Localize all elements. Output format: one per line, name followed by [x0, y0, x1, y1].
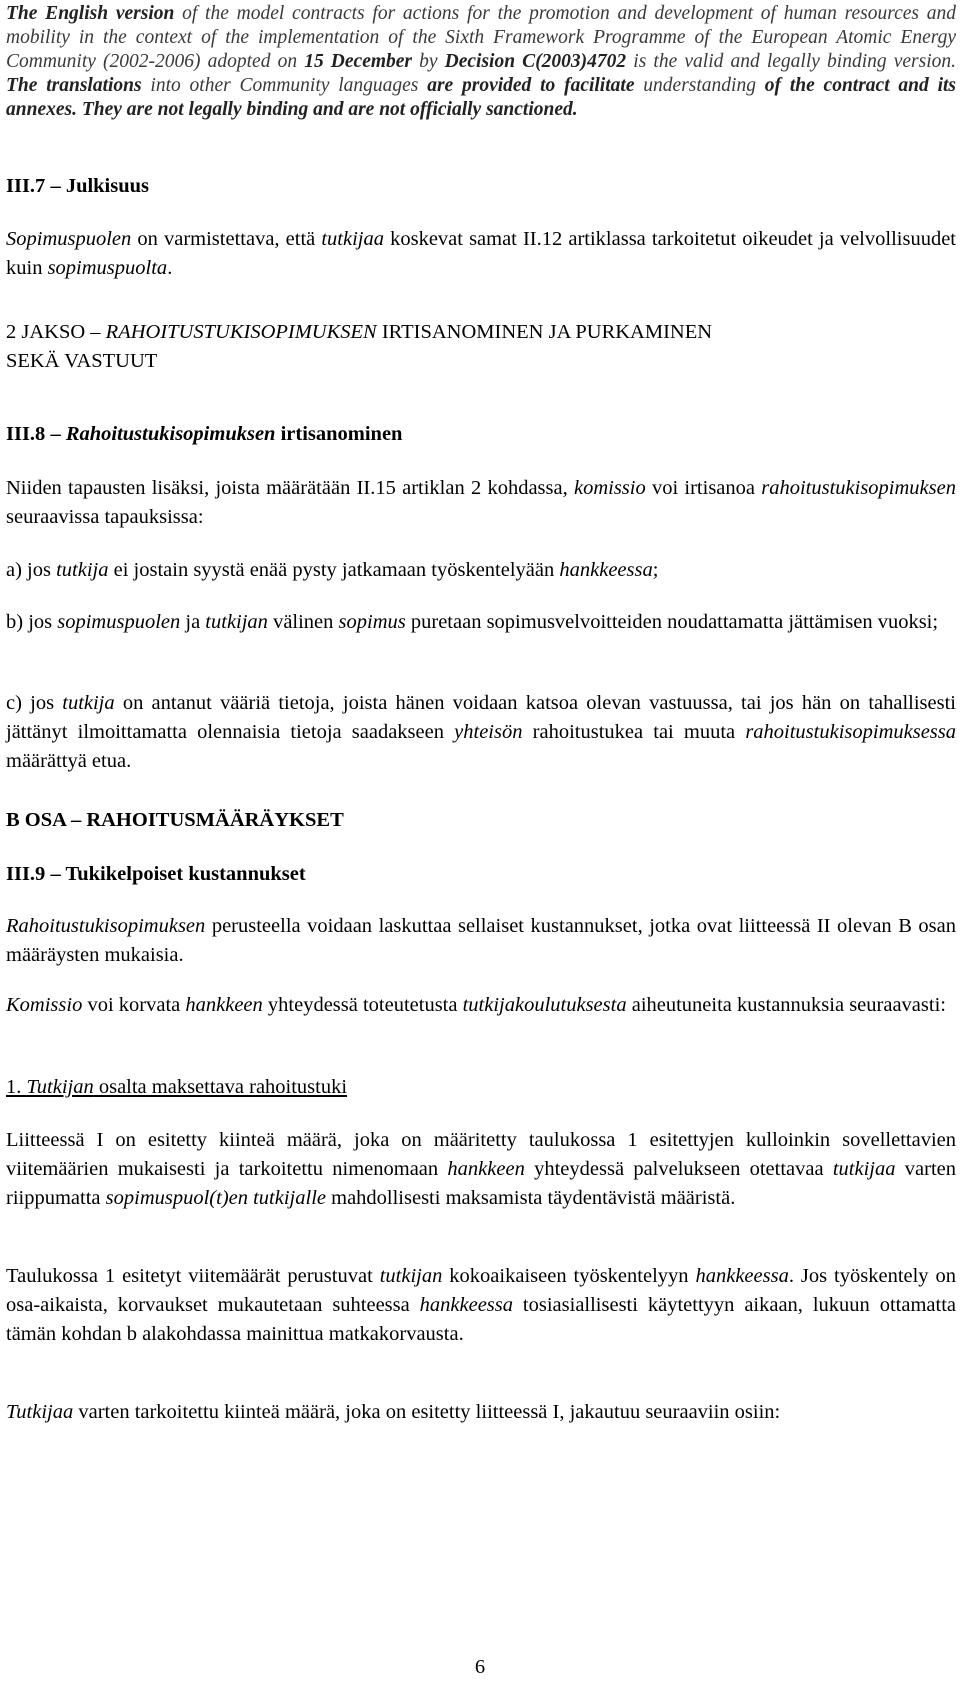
- term: Sopimuspuolen: [6, 228, 132, 250]
- term: hankkeessa: [419, 1294, 514, 1316]
- text: ja: [180, 611, 206, 633]
- text: IRTISANOMINEN JA PURKAMINEN SEKÄ VASTUUT: [6, 321, 713, 372]
- text: perusteella voidaan laskuttaa sellaiset kustannukset, jotka ovat liitteessä II olevan B osan määräysten mukaisia.: [6, 915, 956, 966]
- paragraph-sub1-c: [6, 1398, 956, 1427]
- paragraph-iii8: [6, 474, 956, 532]
- section-number: III.9: [6, 863, 46, 885]
- term: tutkijakoulutuksesta: [462, 994, 627, 1016]
- text: Taulukossa 1 esitetyt viitemäärät perustuvat: [6, 1265, 380, 1287]
- term: tutkijaa: [321, 228, 384, 250]
- text: rahoitustukea tai muuta: [522, 721, 746, 743]
- part-heading-b: B OSA – RAHOITUSMÄÄRÄYKSET: [6, 809, 344, 831]
- term: tutkija: [62, 692, 115, 714]
- text: on antanut vääriä tietoja, joista hänen voidaan katsoa olevan vastuussa, tai jos hän on tahallisesti jättänyt ilmoittamatta olennaisia tietoja saadakseen: [6, 692, 956, 743]
- term: RAHOITUSTUKISOPIMUKSEN: [105, 321, 377, 343]
- term: rahoitustukisopimuksen: [761, 477, 956, 499]
- section-heading-iii9: III.9 – Tukikelpoiset kustannukset: [6, 863, 306, 885]
- paragraph-iii9-a: [6, 912, 956, 970]
- section-title: Tukikelpoiset kustannukset: [65, 863, 306, 885]
- text: a) jos: [6, 559, 57, 581]
- list-item-c: [6, 689, 956, 776]
- term: tutkijan: [379, 1265, 443, 1287]
- term: yhteisön: [454, 721, 523, 743]
- section-heading-iii7: III.7 – Julkisuus: [6, 175, 150, 197]
- section-title: irtisanominen: [275, 423, 403, 445]
- text: voi korvata: [82, 994, 186, 1016]
- text: . Jos työskentely on osa-aikaista, korvaukset mukautetaan suhteessa: [6, 1265, 957, 1316]
- term: tutkijaa: [832, 1158, 896, 1180]
- section-title: Julkisuus: [65, 175, 150, 197]
- section-heading-iii8: III.8 – Rahoitustukisopimuksen irtisanominen: [6, 423, 403, 445]
- text: on varmistettava, että: [131, 228, 322, 250]
- text: seuraavissa tapauksissa:: [6, 506, 204, 528]
- term: hankkeessa: [559, 559, 653, 581]
- text: Niiden tapausten lisäksi, joista määrätään II.15 artiklan 2 kohdassa,: [6, 477, 574, 499]
- term: hankkeen: [185, 994, 263, 1016]
- term: Tutkijaa: [6, 1401, 74, 1423]
- term: sopimuspuolta: [47, 257, 168, 279]
- text: 2 JAKSO –: [6, 321, 106, 343]
- text: kokoaikaiseen työskentelyyn: [442, 1265, 696, 1287]
- chapter-heading-2: [6, 318, 766, 376]
- term: sopimus: [338, 611, 406, 633]
- text: koskevat samat II.12 artiklassa tarkoitetut oikeudet ja velvollisuudet kuin: [6, 228, 956, 279]
- text: mahdollisesti maksamista täydentävistä määristä.: [326, 1187, 736, 1209]
- disclaimer-translations: The translations: [6, 75, 142, 96]
- text: varten tarkoitettu kiinteä määrä, joka on esitetty liitteessä I, jakautuu seuraaviin osiin:: [73, 1401, 781, 1423]
- paragraph-iii7: [6, 225, 956, 283]
- disclaimer-text: is the valid and legally binding version.: [626, 51, 957, 72]
- text: yhteydessä toteutetusta: [262, 994, 463, 1016]
- paragraph-sub1-b: [6, 1262, 956, 1349]
- text: aiheutuneita kustannuksia seuraavasti:: [626, 994, 946, 1016]
- term: sopimuspuol(t)en tutkijalle: [105, 1187, 326, 1209]
- list-item-a: [6, 556, 956, 585]
- term: Komissio: [6, 994, 83, 1016]
- disclaimer-text: by: [412, 51, 445, 72]
- section-title: Rahoitustukisopimuksen: [65, 423, 276, 445]
- paragraph-sub1-a: [6, 1126, 956, 1213]
- text: c) jos: [6, 692, 63, 714]
- text: voi irtisanoa: [645, 477, 762, 499]
- term: tutkija: [56, 559, 109, 581]
- section-number: III.8: [6, 423, 46, 445]
- disclaimer-bold: are provided to facilitate: [427, 75, 635, 96]
- disclaimer-bold: of the contract and its annexes. They are not legally binding and are not officially sanctioned.: [6, 75, 956, 120]
- text: tosiasiallisesti käytettyyn aikaan, lukuun ottamatta tämän kohdan b alakohdassa mainittua matkakorvausta.: [6, 1294, 956, 1345]
- disclaimer-text: understanding: [634, 75, 765, 96]
- disclaimer-lead: The English version: [6, 3, 175, 24]
- text: yhteydessä palvelukseen otettavaa: [524, 1158, 833, 1180]
- text: 1.: [6, 1076, 27, 1098]
- term: rahoitustukisopimuksessa: [745, 721, 957, 743]
- term: Rahoitustukisopimuksen: [6, 915, 206, 937]
- list-item-b: [6, 608, 956, 637]
- text: ;: [652, 559, 659, 581]
- text: määrättyä etua.: [6, 750, 132, 772]
- text: ei jostain syystä enää pysty jatkamaan työskentelyään: [108, 559, 560, 581]
- term: hankkeessa: [695, 1265, 789, 1287]
- disclaimer-text: into other Community languages: [141, 75, 428, 96]
- legal-disclaimer: [6, 2, 956, 122]
- term: tutkijan: [205, 611, 268, 633]
- subsection-heading-1: [6, 1073, 956, 1102]
- text: välinen: [267, 611, 339, 633]
- term: komissio: [573, 477, 646, 499]
- page-number: 6: [474, 1656, 486, 1678]
- term: hankkeen: [447, 1158, 525, 1180]
- section-number: III.7: [6, 175, 46, 197]
- text: osalta maksettava rahoitustuki: [93, 1076, 348, 1098]
- term: sopimuspuolen: [57, 611, 181, 633]
- disclaimer-date: 15 December: [304, 51, 413, 72]
- paragraph-iii9-b: [6, 991, 956, 1020]
- text: Liitteessä I on esitetty kiinteä määrä, joka on määritetty taulukossa 1 esitettyjen kulloinkin sovellettavien viitemäärien mukaisesti ja tarkoitettu nimenomaan: [6, 1129, 956, 1180]
- text: b) jos: [6, 611, 58, 633]
- term: Tutkijan: [26, 1076, 94, 1098]
- text: varten riippumatta: [6, 1158, 956, 1209]
- text: puretaan sopimusvelvoitteiden noudattamatta jättämisen vuoksi;: [405, 611, 939, 633]
- disclaimer-decision: Decision C(2003)4702: [444, 51, 627, 72]
- disclaimer-text: of the model contracts for actions for the promotion and development of human resources and mobility in the context of the implementation of the Sixth Framework Programme of the European Atomic Energy Community (2002-2006) adopted on: [6, 3, 956, 72]
- text: .: [167, 257, 173, 279]
